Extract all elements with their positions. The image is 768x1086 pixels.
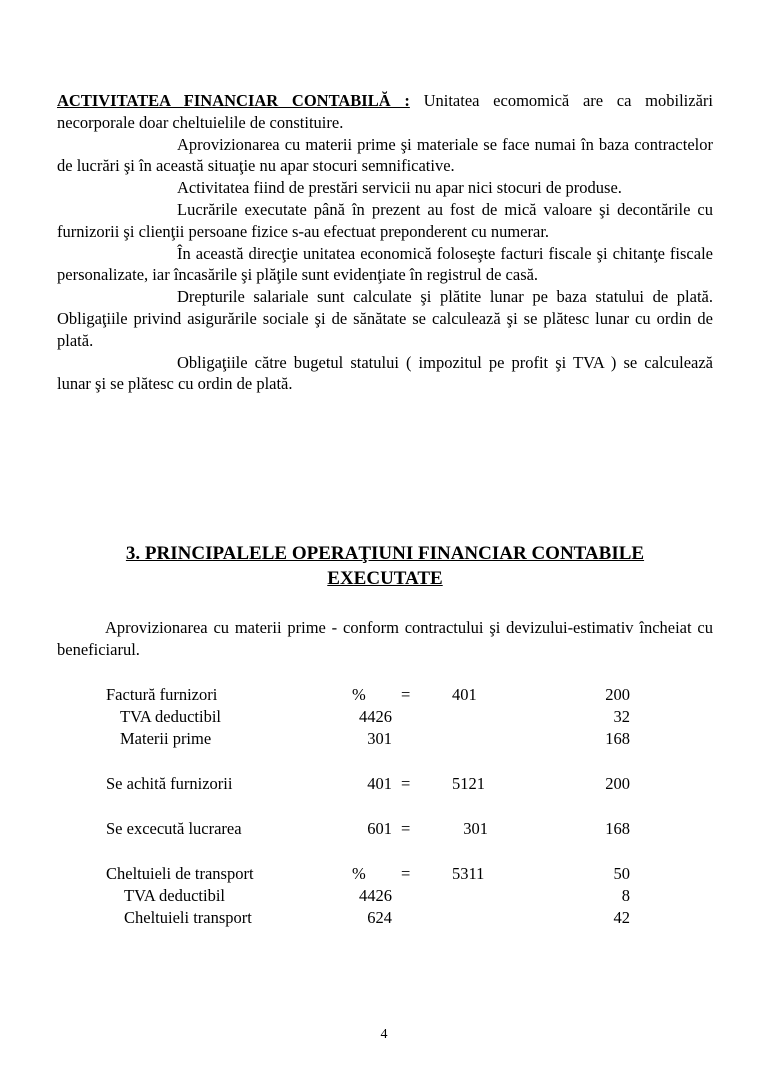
section-lead-title: ACTIVITATEA FINANCIAR CONTABILĂ : xyxy=(57,91,410,110)
section-heading xyxy=(40,541,730,591)
paragraph: Aprovizionarea cu materii prime şi materiale se face numai în baza contractelor de lucrări şi în această situaţie nu apar stocuri semnificative. xyxy=(57,134,713,176)
entry-equals: = xyxy=(401,819,411,838)
entry-row xyxy=(0,885,768,907)
entry-label: Cheltuieli transport xyxy=(124,908,252,927)
entry-amount: 32 xyxy=(613,707,630,726)
entry-credit: 301 xyxy=(463,819,488,838)
entry-debit: 601 xyxy=(367,819,392,838)
entry-label: TVA deductibil xyxy=(120,707,221,726)
paragraph xyxy=(57,90,713,134)
entry-label: TVA deductibil xyxy=(124,886,225,905)
heading-line: EXECUTATE xyxy=(327,568,443,589)
entry-amount: 168 xyxy=(605,819,630,838)
paragraph: Drepturile salariale sunt calculate şi plătite lunar pe baza statului de plată. Obligaţiile privind asigurările sociale şi de sănătate se calculează şi se plătesc lunar cu ordin de plată. xyxy=(57,287,713,350)
entry-amount: 50 xyxy=(613,864,630,883)
page-number: 4 xyxy=(380,1027,388,1042)
entry-equals: = xyxy=(401,774,411,793)
entry-row xyxy=(0,907,768,929)
paragraph: În această direcţie unitatea economică foloseşte facturi fiscale şi chitanţe fiscale personalizate, iar încasările şi plăţile sunt evidenţiate în registrul de casă. xyxy=(57,243,713,285)
entry-label: Factură furnizori xyxy=(106,685,218,704)
entry-credit: 5121 xyxy=(452,774,485,793)
entry-debit: 301 xyxy=(367,729,392,748)
entry-row xyxy=(0,818,768,840)
entry-amount: 42 xyxy=(613,908,630,927)
entry-credit: 401 xyxy=(452,685,477,704)
entry-debit: 401 xyxy=(367,774,392,793)
entry-row xyxy=(0,684,768,706)
entry-debit: % xyxy=(352,685,366,704)
entry-credit: 5311 xyxy=(452,864,485,883)
entry-row xyxy=(0,706,768,728)
lead-text: Unitatea ecomomică are ca mobilizări necorporale doar cheltuielile de constituire. xyxy=(57,91,713,132)
entry-amount: 8 xyxy=(621,886,630,905)
entry-debit: % xyxy=(352,864,366,883)
paragraph: Activitatea fiind de prestări servicii nu apar nici stocuri de produse. xyxy=(177,178,622,198)
entry-row xyxy=(0,773,768,795)
entry-amount: 200 xyxy=(605,685,630,704)
intro-text: Aprovizionarea cu materii prime - conform contractului şi devizului-estimativ încheiat cu beneficiarul. xyxy=(57,618,713,659)
entry-label: Se achită furnizorii xyxy=(106,774,233,793)
paragraph: Obligaţiile către bugetul statului ( impozitul pe profit şi TVA ) se calculează lunar şi se plătesc cu ordin de plată. xyxy=(57,352,713,394)
entry-amount: 200 xyxy=(605,774,630,793)
entry-debit: 4426 xyxy=(359,707,392,726)
section-financial-activity xyxy=(57,90,713,395)
heading-line: 3. PRINCIPALELE OPERAŢIUNI FINANCIAR CONTABILE xyxy=(125,543,645,564)
entry-debit: 4426 xyxy=(359,886,392,905)
entry-equals: = xyxy=(401,685,411,704)
entry-label: Materii prime xyxy=(120,729,212,748)
entry-debit: 624 xyxy=(367,908,392,927)
entry-label: Se excecută lucrarea xyxy=(106,819,242,838)
entry-row xyxy=(0,863,768,885)
intro-paragraph xyxy=(57,617,713,661)
entry-amount: 168 xyxy=(605,729,630,748)
entry-equals: = xyxy=(401,864,411,883)
entry-row xyxy=(0,728,768,750)
entry-label: Cheltuieli de transport xyxy=(106,864,254,883)
paragraph: Lucrările executate până în prezent au fost de mică valoare şi decontările cu furnizorii şi clienţii persoane fizice s-au efectuat preponderent cu numerar. xyxy=(57,199,713,241)
